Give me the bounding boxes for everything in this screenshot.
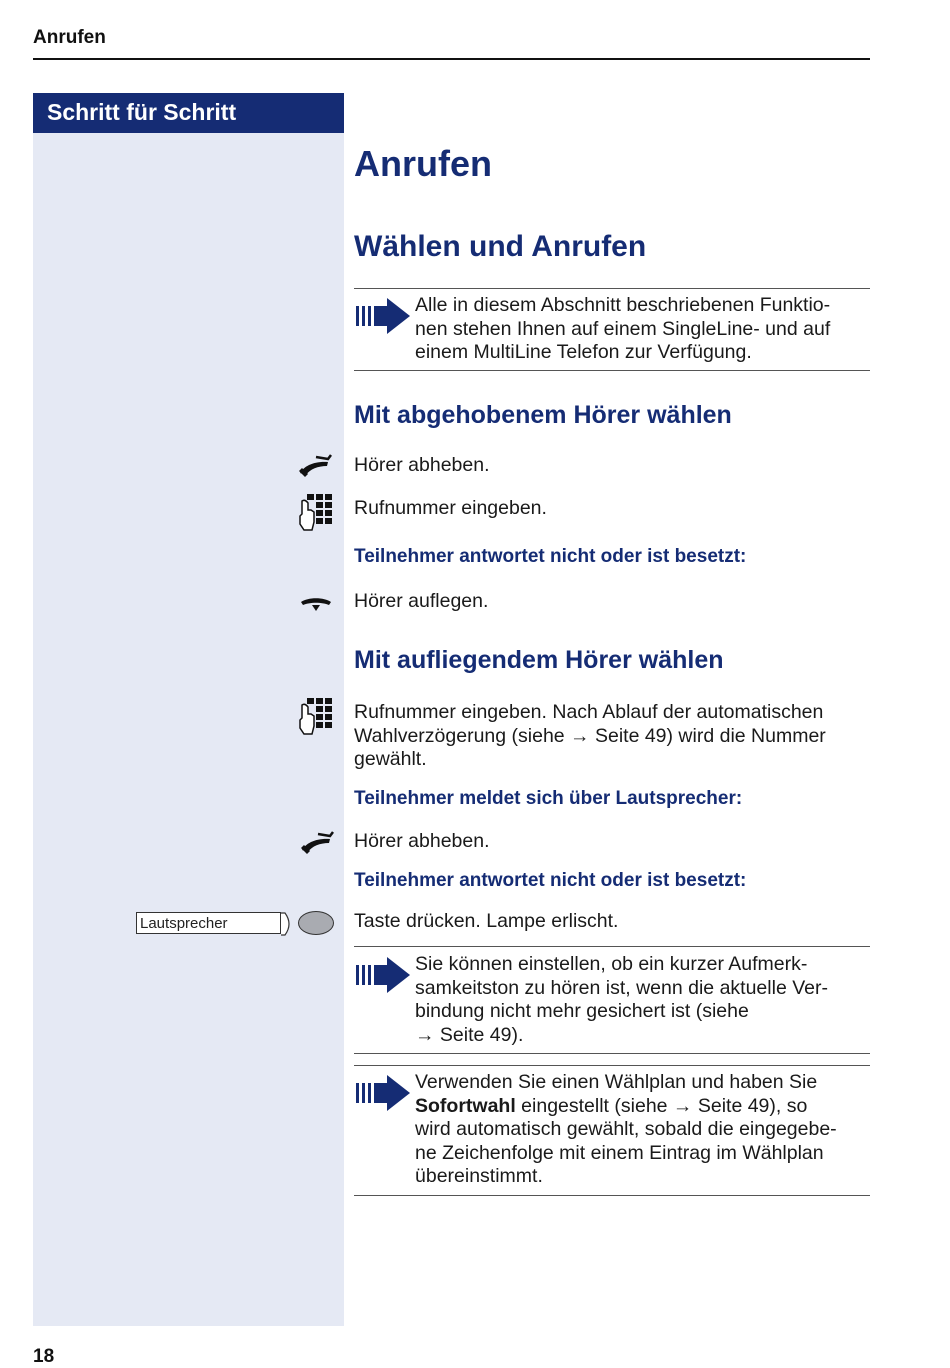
speaker-key-lamp[interactable] bbox=[298, 911, 334, 935]
note-arrow-icon bbox=[355, 1074, 411, 1112]
subsection-title: Mit aufliegendem Hörer wählen bbox=[354, 646, 724, 674]
key-end-cap bbox=[281, 912, 295, 936]
step-text: Hörer auflegen. bbox=[354, 590, 489, 612]
handset-lift-icon bbox=[300, 830, 336, 856]
note-rule-bottom bbox=[354, 370, 870, 371]
step-text: Hörer abheben. bbox=[354, 830, 490, 852]
condition-heading: Teilnehmer antwortet nicht oder ist besetzt: bbox=[354, 870, 747, 891]
note-line: Verwenden Sie einen Wählplan und haben Sie bbox=[415, 1071, 818, 1093]
running-header: Anrufen bbox=[33, 27, 106, 48]
note-text bbox=[415, 1071, 873, 1189]
note-rule-top bbox=[354, 946, 870, 947]
note-arrow-icon bbox=[355, 956, 411, 994]
sidebar-heading: Schritt für Schritt bbox=[33, 93, 344, 133]
header-divider bbox=[33, 58, 870, 60]
keypad-icon bbox=[298, 696, 334, 736]
step-text: Rufnummer eingeben. Nach Ablauf der automatischen Wahlverzögerung (siehe → Seite 49) wird die Nummer gewählt. bbox=[354, 701, 826, 770]
keypad-icon bbox=[298, 492, 334, 532]
speaker-key-label[interactable]: Lautsprecher bbox=[136, 912, 281, 934]
note-rule-bottom bbox=[354, 1195, 870, 1196]
note-line-rest: eingestellt (siehe → Seite 49), so bbox=[515, 1094, 808, 1117]
condition-heading: Teilnehmer meldet sich über Lautsprecher: bbox=[354, 788, 743, 809]
note-line: wird automatisch gewählt, sobald die eingegebe- ne Zeichenfolge mit einem Eintrag im Wählplan übereinstimmt. bbox=[415, 1118, 837, 1187]
page-title: Anrufen bbox=[354, 143, 492, 184]
section-title: Wählen und Anrufen bbox=[354, 230, 647, 263]
page-number: 18 bbox=[33, 1346, 55, 1367]
note-rule-bottom bbox=[354, 1053, 870, 1054]
step-text: Taste drücken. Lampe erlischt. bbox=[354, 910, 619, 932]
note-text: Alle in diesem Abschnitt beschriebenen Funktio- nen stehen Ihnen auf einem SingleLine- und auf einem MultiLine Telefon zur Verfügung. bbox=[415, 294, 831, 363]
handset-lift-icon bbox=[298, 453, 334, 479]
step-text: Rufnummer eingeben. bbox=[354, 497, 547, 519]
subsection-title: Mit abgehobenem Hörer wählen bbox=[354, 401, 732, 429]
note-rule-top bbox=[354, 1065, 870, 1066]
note-line bbox=[415, 1095, 873, 1119]
condition-heading: Teilnehmer antwortet nicht oder ist besetzt: bbox=[354, 546, 747, 567]
note-arrow-icon bbox=[355, 297, 411, 335]
note-text: Sie können einstellen, ob ein kurzer Aufmerk- samkeitston zu hören ist, wenn die aktuelle Ver- bindung nicht mehr gesichert ist (siehe → Seite 49). bbox=[415, 953, 828, 1046]
handset-hangup-icon bbox=[298, 594, 334, 614]
step-text: Hörer abheben. bbox=[354, 454, 490, 476]
bold-term: Sofortwahl bbox=[415, 1094, 516, 1117]
note-rule-top bbox=[354, 288, 870, 289]
